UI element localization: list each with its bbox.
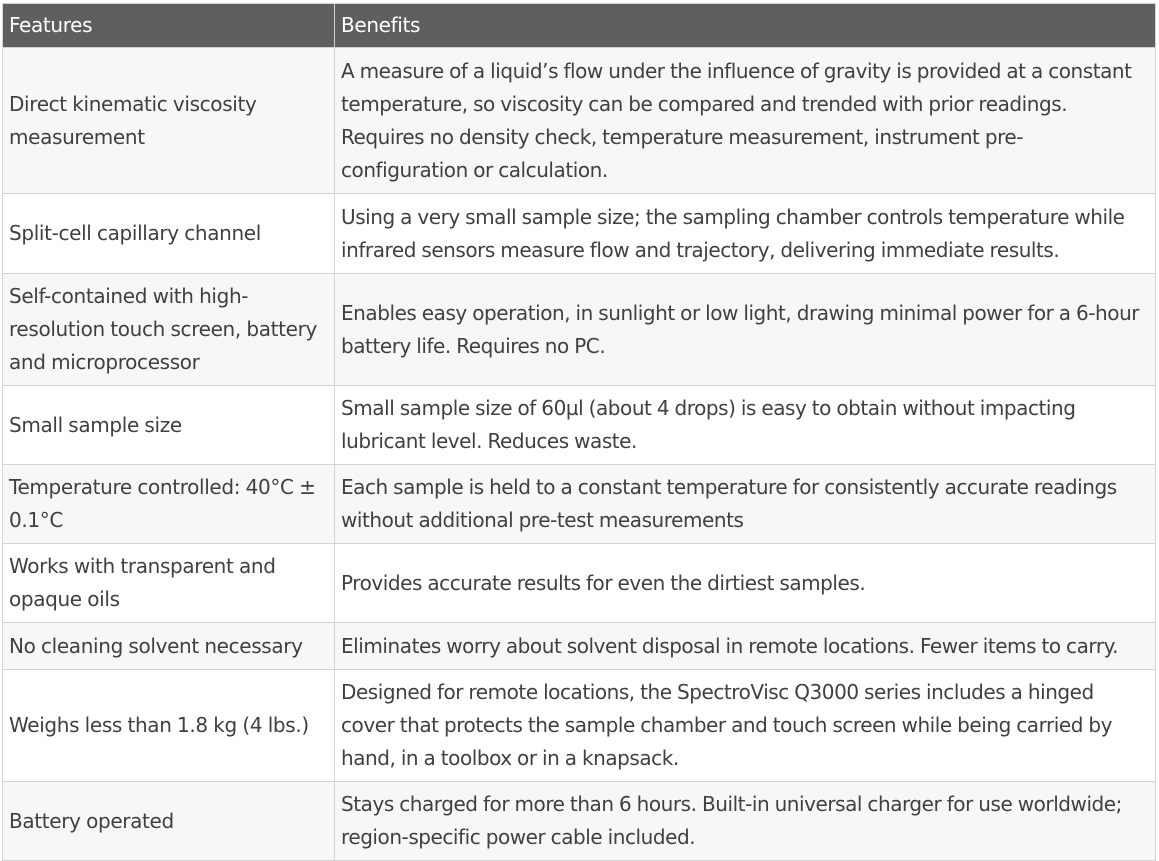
table-row bbox=[3, 274, 1156, 386]
feature-cell: Works with transparent and opaque oils bbox=[3, 544, 335, 623]
benefit-cell: Designed for remote locations, the SpectroVisc Q3000 series includes a hinged cover that protects the sample chamber and touch screen while being carried by hand, in a toolbox or in a knapsack. bbox=[335, 670, 1156, 782]
feature-cell: Split-cell capillary channel bbox=[3, 194, 335, 274]
benefit-cell: A measure of a liquid’s flow under the influence of gravity is provided at a constant temperature, so viscosity can be compared and trended with prior readings. Requires no density check, temperature measurement, instrument pre-configuration or calculation. bbox=[335, 48, 1156, 194]
benefit-cell: Small sample size of 60µl (about 4 drops) is easy to obtain without impacting lubricant level. Reduces waste. bbox=[335, 386, 1156, 465]
table-row bbox=[3, 782, 1156, 861]
benefit-cell: Using a very small sample size; the sampling chamber controls temperature while infrared sensors measure flow and trajectory, delivering immediate results. bbox=[335, 194, 1156, 274]
benefit-cell: Stays charged for more than 6 hours. Built-in universal charger for use worldwide; region-specific power cable included. bbox=[335, 782, 1156, 861]
table-row bbox=[3, 48, 1156, 194]
feature-cell: Direct kinematic viscosity measurement bbox=[3, 48, 335, 194]
header-features: Features bbox=[3, 4, 335, 48]
benefit-cell: Each sample is held to a constant temperature for consistently accurate readings without additional pre-test measurements bbox=[335, 465, 1156, 544]
table-row bbox=[3, 465, 1156, 544]
feature-cell: Temperature controlled: 40°C ± 0.1°C bbox=[3, 465, 335, 544]
table-row bbox=[3, 670, 1156, 782]
features-benefits-table bbox=[2, 3, 1156, 861]
header-row bbox=[3, 4, 1156, 48]
table-row bbox=[3, 544, 1156, 623]
feature-cell: Battery operated bbox=[3, 782, 335, 861]
table-row bbox=[3, 623, 1156, 670]
benefit-cell: Enables easy operation, in sunlight or low light, drawing minimal power for a 6-hour battery life. Requires no PC. bbox=[335, 274, 1156, 386]
feature-cell: No cleaning solvent necessary bbox=[3, 623, 335, 670]
benefit-cell: Provides accurate results for even the dirtiest samples. bbox=[335, 544, 1156, 623]
feature-cell: Small sample size bbox=[3, 386, 335, 465]
header-benefits: Benefits bbox=[335, 4, 1156, 48]
table-row bbox=[3, 194, 1156, 274]
feature-cell: Weighs less than 1.8 kg (4 lbs.) bbox=[3, 670, 335, 782]
feature-cell: Self-contained with high-resolution touch screen, battery and microprocessor bbox=[3, 274, 335, 386]
table-row bbox=[3, 386, 1156, 465]
benefit-cell: Eliminates worry about solvent disposal in remote locations. Fewer items to carry. bbox=[335, 623, 1156, 670]
